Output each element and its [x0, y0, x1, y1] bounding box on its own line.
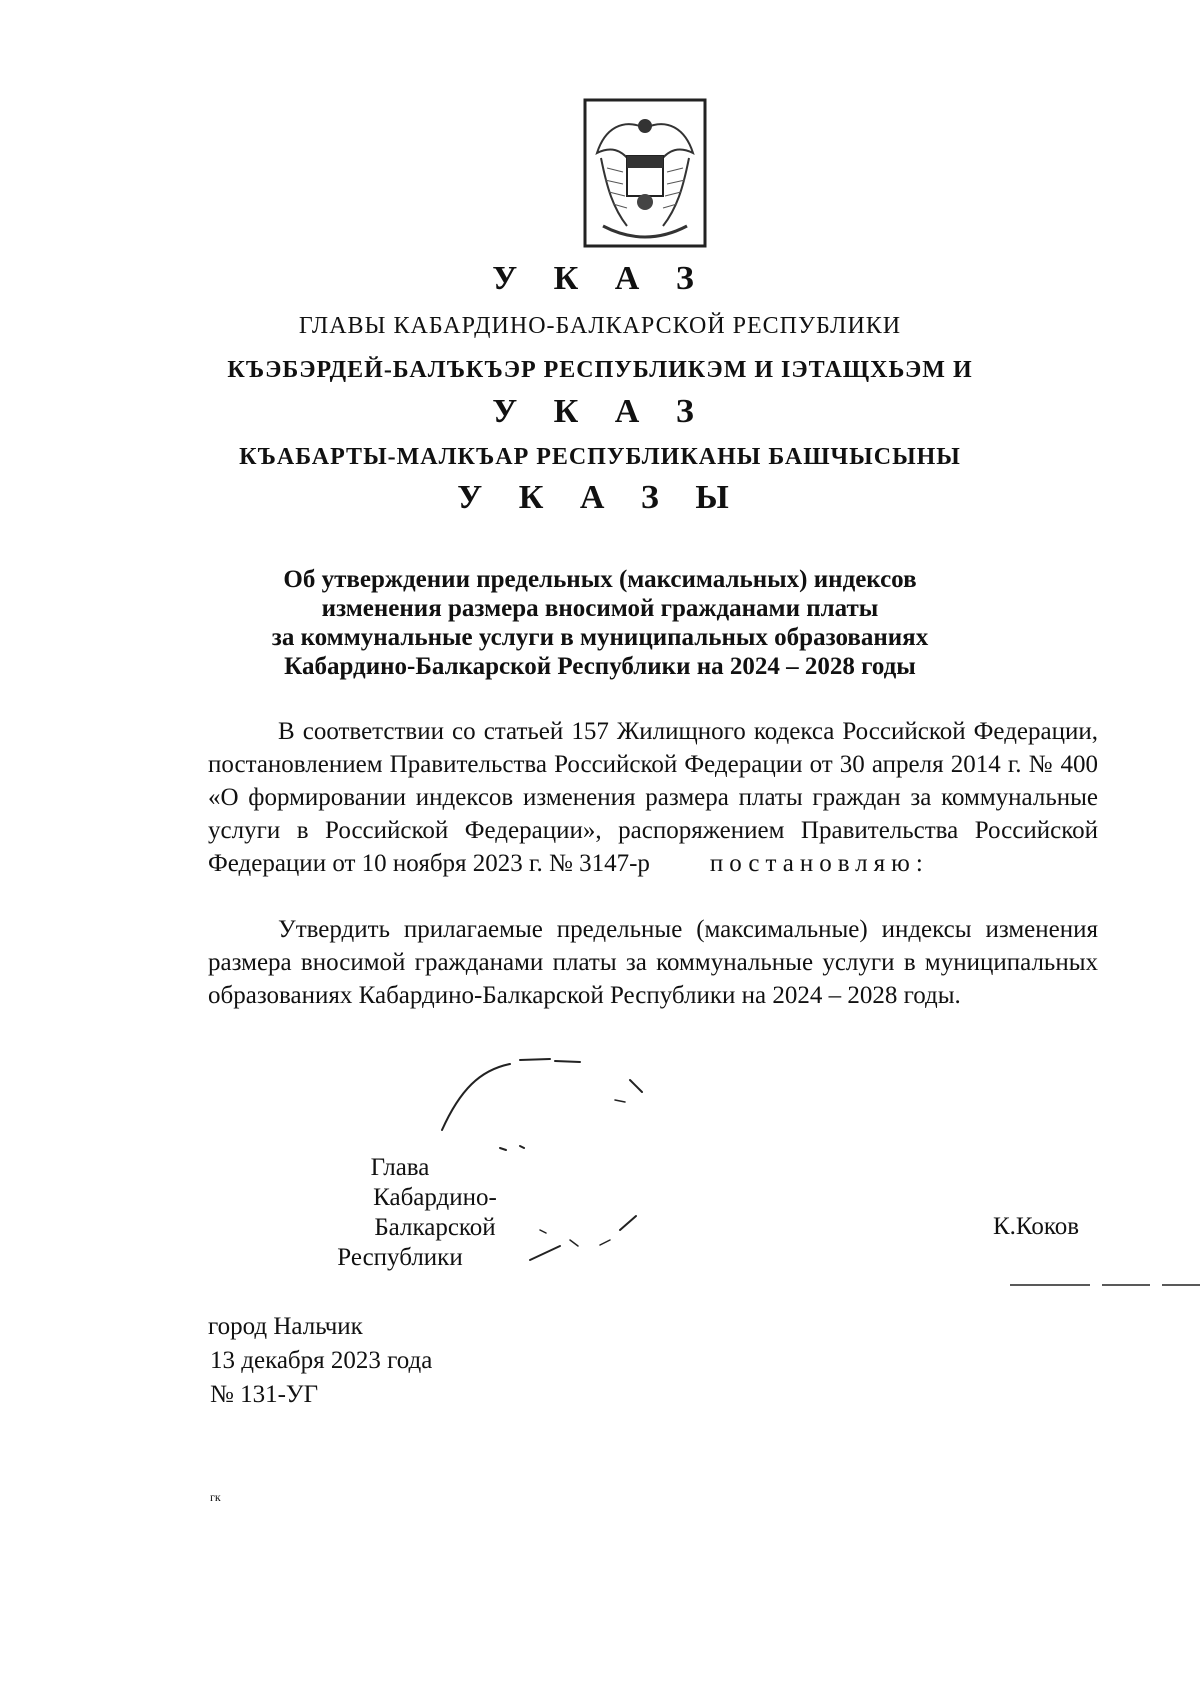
decree-verb: постановляю: — [709, 850, 929, 877]
divider-line — [1010, 1282, 1200, 1288]
title-line: Кабардино-Балкарской Республики на 2024 – 2028 годы — [284, 653, 916, 680]
decree-title — [0, 565, 1200, 681]
issuer-line-krc: КЪАБАРТЫ-МАЛКЪАР РЕСПУБЛИКАНЫ БАШЧЫСЫНЫ — [239, 444, 961, 470]
city-line: город Нальчик — [208, 1313, 363, 1340]
position-line: Республики — [337, 1244, 463, 1271]
title-line: за коммунальные услуги в муниципальных образованиях — [271, 624, 929, 651]
ukaz-heading-krc: У К А З Ы — [457, 479, 743, 516]
title-line: изменения размера вносимой гражданами платы — [321, 595, 879, 622]
issuer-line-ru: ГЛАВЫ КАБАРДИНО-БАЛКАРСКОЙ РЕСПУБЛИКИ — [298, 313, 902, 339]
ukaz-heading-ru: У К А З — [492, 260, 708, 297]
decree-number: № 131-УГ — [210, 1381, 319, 1408]
coat-of-arms-emblem — [583, 98, 707, 248]
position-line: Глава — [370, 1154, 430, 1181]
position-line: Кабардино-Балкарской — [373, 1184, 497, 1241]
body-paragraph-2: Утвердить прилагаемые предельные (максимальные) индексы изменения размера вносимой гражданами платы за коммунальные услуги в муниципальных образованиях Кабардино-Балкарской Республики на 2024 – 2028 годы. — [208, 916, 1098, 1009]
document-code: гк — [210, 1490, 221, 1504]
date-line: 13 декабря 2023 года — [210, 1347, 433, 1374]
preamble-text: В соответствии со статьей 157 Жилищного кодекса Российской Федерации, постановлением Правительства Российской Федерации от 30 апреля 2014 г. № 400 «О формировании индексов изменения размера платы граждан за коммунальные услуги в Российской Федерации», распоряжением Правительства Российской Федерации от 10 ноября 2023 г. № 3147-р — [208, 718, 1098, 877]
signatory-position — [337, 1153, 525, 1273]
signatory-name: К.Коков — [993, 1213, 1080, 1240]
ukaz-heading-kbd: У К А З — [492, 393, 708, 430]
body-paragraph-1 — [208, 715, 1098, 880]
issuer-line-kbd: КЪЭБЭРДЕЙ-БАЛЪКЪЭР РЕСПУБЛИКЭМ И ІЭТАЩХЬЭМ И — [227, 357, 973, 383]
title-line: Об утверждении предельных (максимальных) индексов — [283, 566, 917, 593]
